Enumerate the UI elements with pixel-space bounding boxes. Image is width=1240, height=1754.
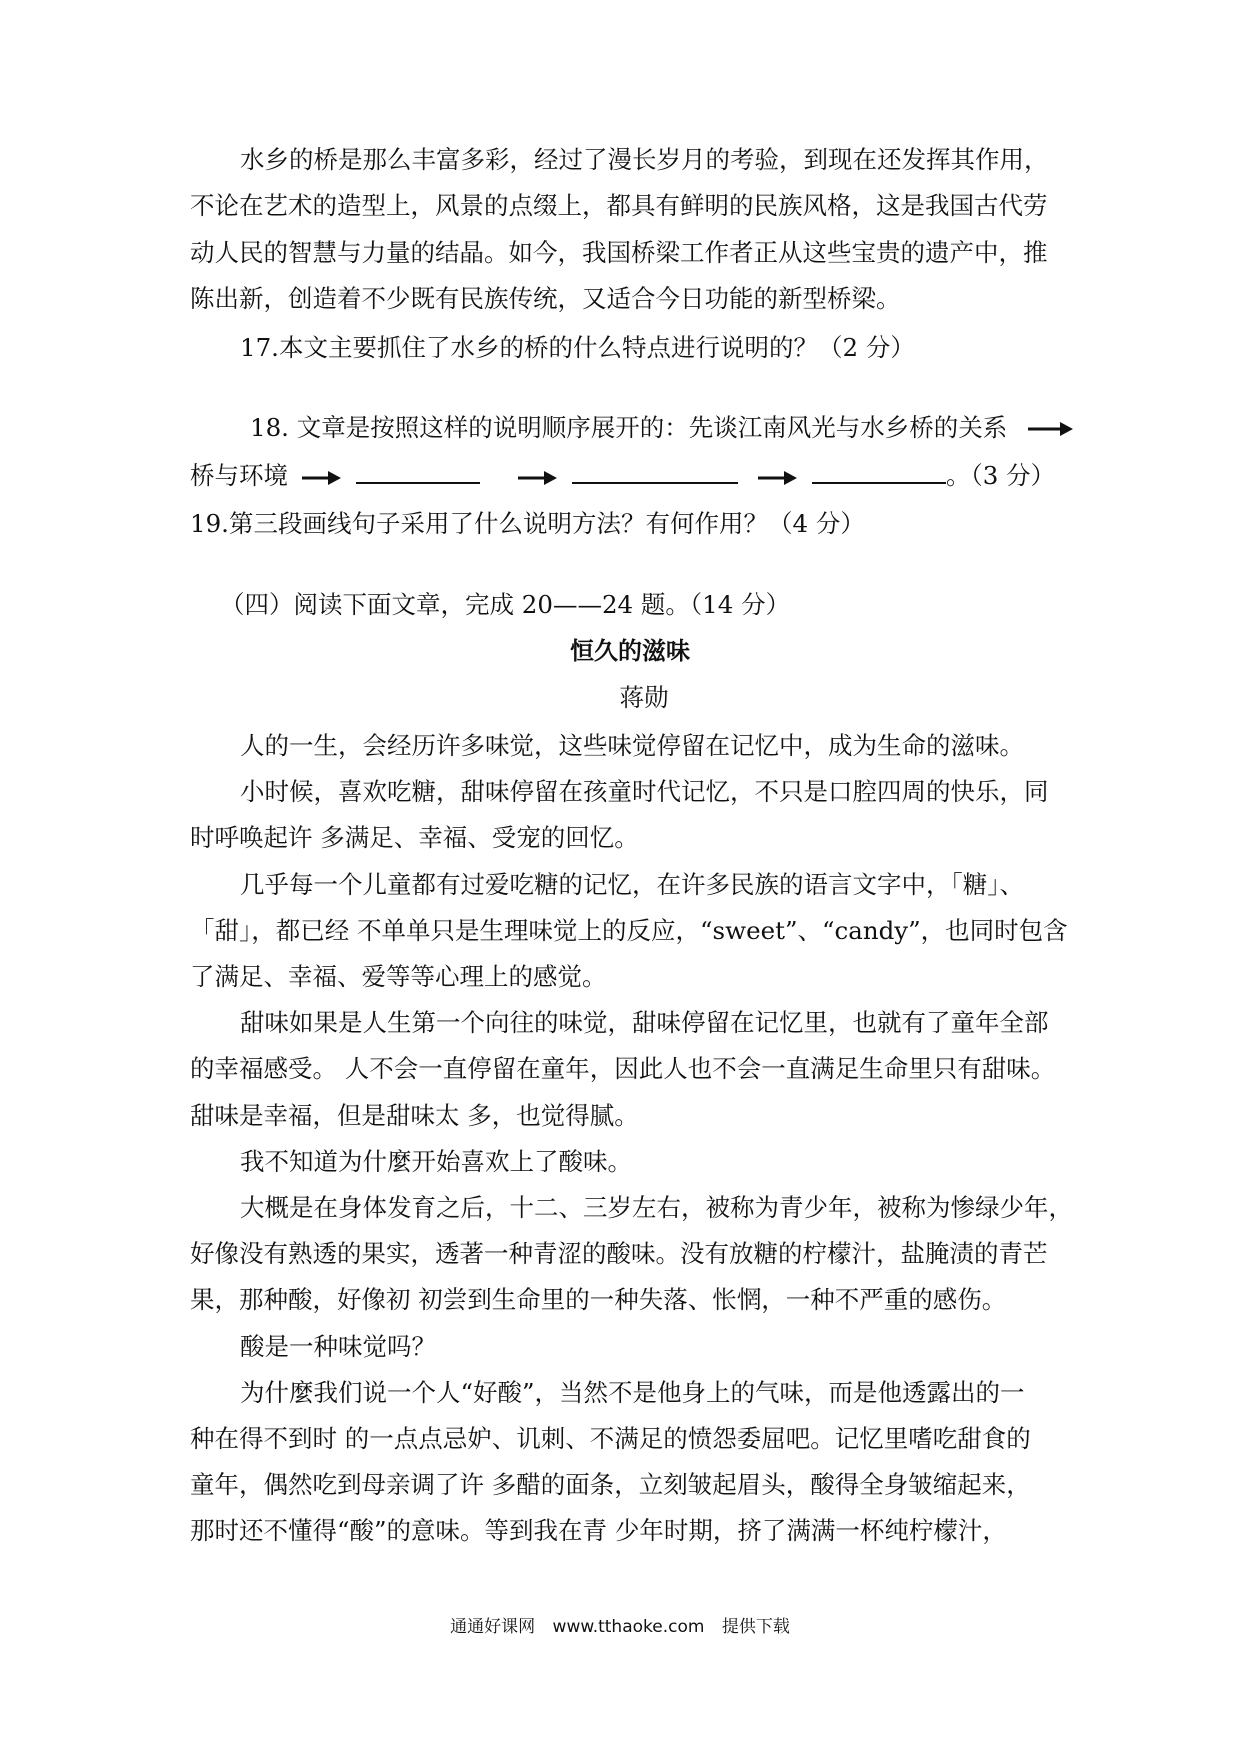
passage-line: 不论在艺术的造型上，风景的点缀上，都具有鲜明的民族风格，这是我国古代劳 bbox=[190, 191, 1048, 220]
article-line: 那时还不懂得“酸”的意味。等到我在青 少年时期，挤了满满一杯纯柠檬汁， bbox=[190, 1516, 1007, 1545]
question-18-line2 bbox=[190, 459, 1090, 493]
question-18-text: 18. 文章是按照这样的说明顺序展开的：先谈江南风光与水乡桥的关系 bbox=[250, 413, 1008, 442]
article-line: 好像没有熟透的果实，透著一种青涩的酸味。没有放糖的柠檬汁，盐腌渍的青芒 bbox=[190, 1239, 1048, 1268]
article-line: 酸是一种味觉吗？ bbox=[240, 1332, 436, 1361]
answer-blank-2[interactable] bbox=[572, 460, 738, 484]
arrow-right-icon bbox=[758, 469, 798, 487]
question-18-line1 bbox=[250, 411, 1050, 445]
question-18-score: 。（3 分） bbox=[946, 461, 1056, 490]
passage-line: 陈出新，创造着不少既有民族传统，又适合今日功能的新型桥梁。 bbox=[190, 284, 901, 313]
article-line: 人的一生，会经历许多味觉，这些味觉停留在记忆中，成为生命的滋味。 bbox=[240, 731, 1024, 760]
article-line: 童年，偶然吃到母亲调了许 多醋的面条，立刻皱起眉头，酸得全身皱缩起来， bbox=[190, 1470, 1031, 1499]
article-line: 小时候，喜欢吃糖，甜味停留在孩童时代记忆，不只是口腔四周的快乐，同 bbox=[240, 777, 1049, 806]
article-line: 果，那种酸，好像初 初尝到生命里的一种失落、怅惘，一种不严重的感伤。 bbox=[190, 1285, 1007, 1314]
article-line: 时呼唤起许 多满足、幸福、受宠的回忆。 bbox=[190, 823, 639, 852]
article-author: 蒋勋 bbox=[619, 683, 669, 712]
footer-url[interactable]: www.tthaoke.com bbox=[552, 1617, 705, 1637]
article-line: 我不知道为什麼开始喜欢上了酸味。 bbox=[240, 1147, 632, 1176]
section-4-heading: （四）阅读下面文章，完成 20——24 题。（14 分） bbox=[220, 590, 791, 619]
article-line: 为什麼我们说一个人“好酸”，当然不是他身上的气味，而是他透露出的一 bbox=[240, 1378, 1025, 1407]
article-title: 恒久的滋味 bbox=[570, 637, 690, 665]
passage-line: 动人民的智慧与力量的结晶。如今，我国桥梁工作者正从这些宝贵的遗产中，推 bbox=[190, 238, 1048, 267]
article-line: 「甜」，都已经 不单单只是生理味觉上的反应，“sweet”、“candy”，也同时包含 bbox=[190, 916, 1068, 945]
footer-suffix: 提供下载 bbox=[721, 1617, 790, 1637]
arrow-right-icon bbox=[518, 469, 558, 487]
article-line: 几乎每一个儿童都有过爱吃糖的记忆，在许多民族的语言文字中，「糖」、 bbox=[240, 870, 1024, 899]
article-line: 甜味是幸福，但是甜味太 多，也觉得腻。 bbox=[190, 1101, 639, 1130]
article-line: 甜味如果是人生第一个向往的味觉，甜味停留在记忆里，也就有了童年全部 bbox=[240, 1008, 1049, 1037]
article-line: 大概是在身体发育之后，十二、三岁左右，被称为青少年，被称为惨绿少年， bbox=[240, 1193, 1073, 1222]
answer-blank-3[interactable] bbox=[812, 460, 946, 484]
article-line: 的幸福感受。 人不会一直停留在童年，因此人也不会一直满足生命里只有甜味。 bbox=[190, 1054, 1056, 1083]
footer-site: 通通好课网 bbox=[450, 1617, 536, 1637]
question-19: 19.第三段画线句子采用了什么说明方法？有何作用？（4 分） bbox=[190, 509, 865, 538]
question-18-prefix: 桥与环境 bbox=[190, 461, 288, 490]
question-17: 17.本文主要抓住了水乡的桥的什么特点进行说明的？（2 分） bbox=[240, 333, 915, 362]
answer-blank-1[interactable] bbox=[356, 460, 480, 484]
article-line: 了满足、幸福、爱等等心理上的感觉。 bbox=[190, 962, 607, 991]
passage-line: 水乡的桥是那么丰富多彩，经过了漫长岁月的考验，到现在还发挥其作用， bbox=[240, 145, 1049, 174]
arrow-right-icon bbox=[1028, 420, 1074, 438]
arrow-right-icon bbox=[302, 469, 342, 487]
page-footer bbox=[0, 1612, 1240, 1637]
article-line: 种在得不到时 的一点点忌妒、讥刺、不满足的愤怨委屈吧。记忆里嗜吃甜食的 bbox=[190, 1424, 1031, 1453]
